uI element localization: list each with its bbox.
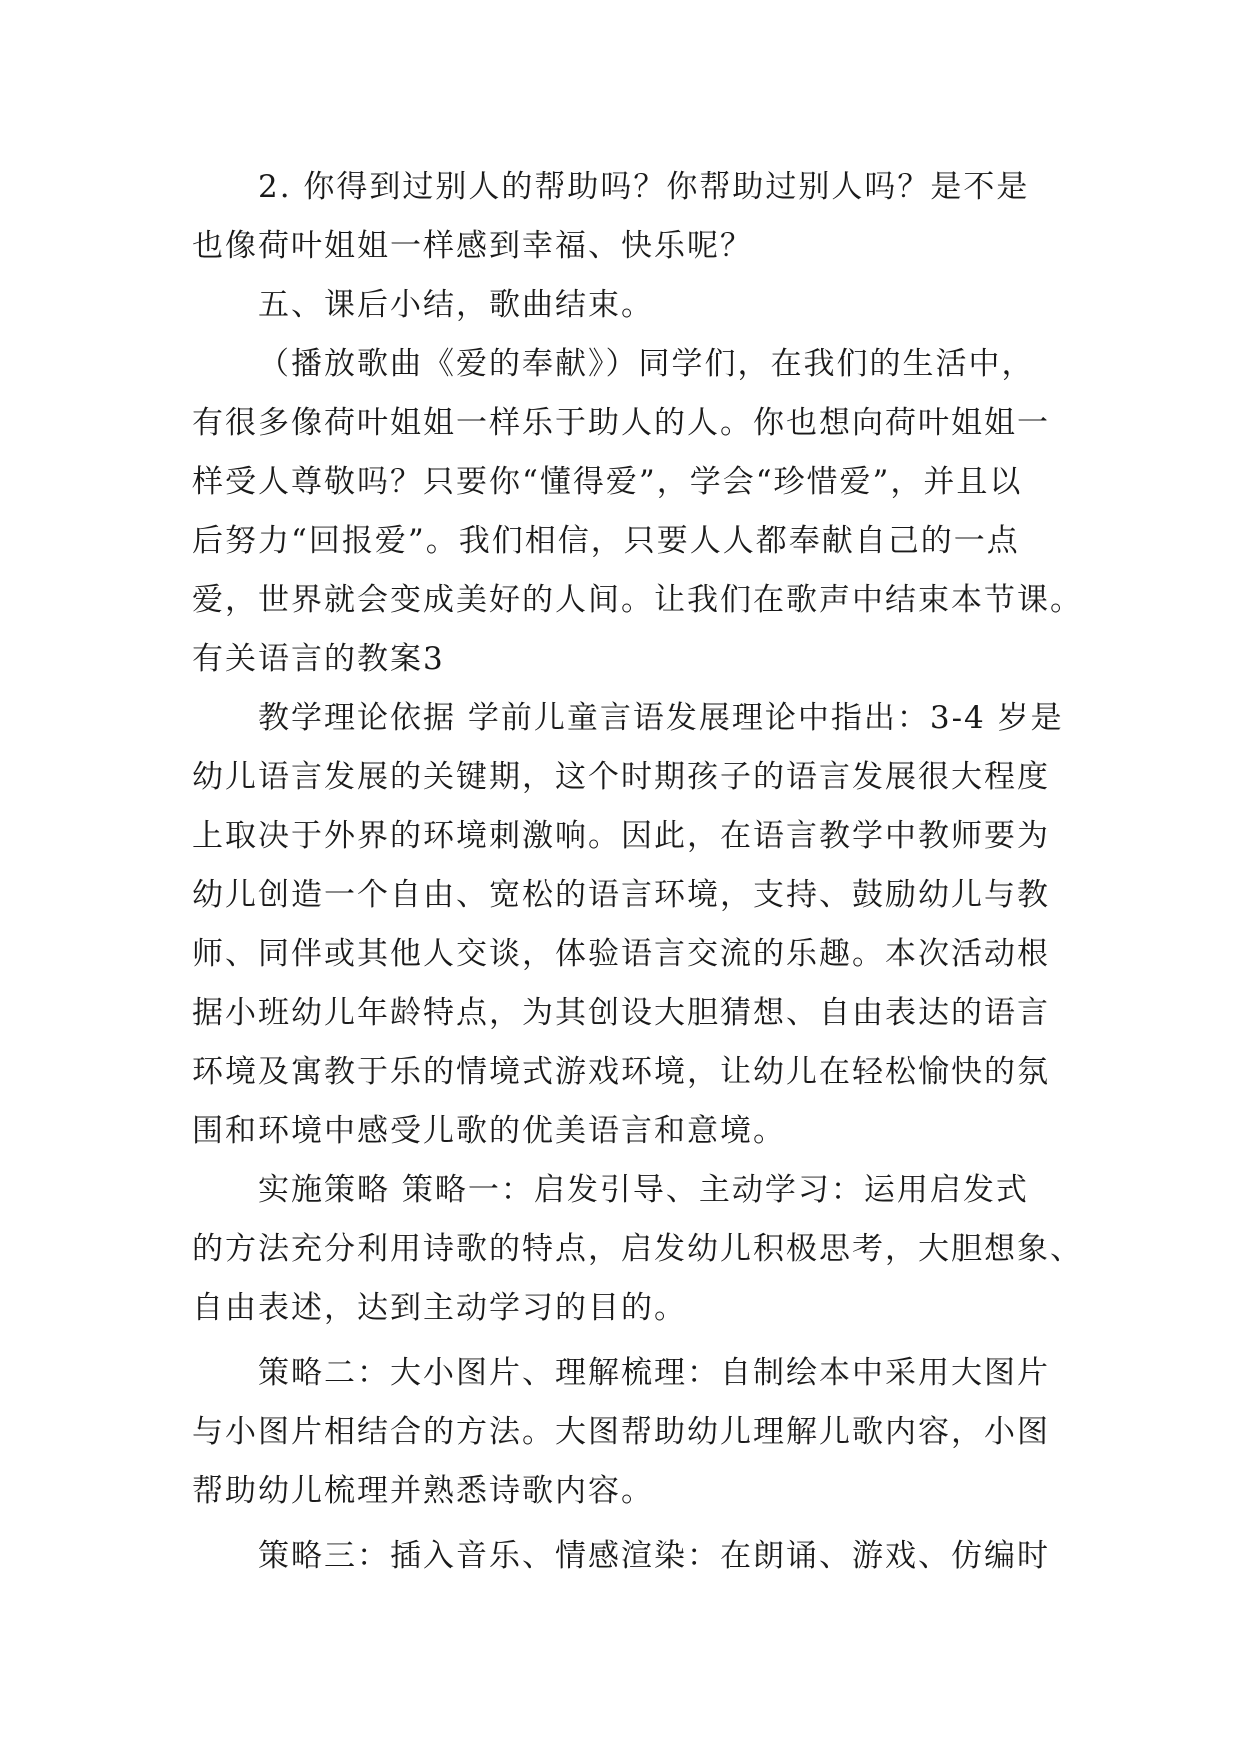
paragraph-line: 实施策略 策略一：启发引导、主动学习：运用启发式 [258,1172,1029,1208]
paragraph-line: 环境及寓教于乐的情境式游戏环境，让幼儿在轻松愉快的氛 [192,1054,1050,1090]
paragraph-line: 策略二：大小图片、理解梳理：自制绘本中采用大图片 [258,1355,1050,1391]
document-title: 有关语言的教案3 [192,641,445,677]
paragraph-line: 上取决于外界的环境刺激响。因此，在语言教学中教师要为 [192,818,1050,854]
paragraph-line: 爱，世界就会变成美好的人间。让我们在歌声中结束本节课。 [192,582,1083,618]
document-body [192,158,1083,1586]
paragraph-line: 与小图片相结合的方法。大图帮助幼儿理解儿歌内容，小图 [192,1414,1050,1450]
paragraph-line: 幼儿语言发展的关键期，这个时期孩子的语言发展很大程度 [192,759,1050,795]
paragraph-line: 教学理论依据 学前儿童言语发展理论中指出：3-4 岁是 [258,700,1064,736]
paragraph-line: 幼儿创造一个自由、宽松的语言环境，支持、鼓励幼儿与教 [192,877,1050,913]
paragraph-line: 的方法充分利用诗歌的特点，启发幼儿积极思考，大胆想象、 [192,1231,1083,1267]
paragraph-line: 策略三：插入音乐、情感渲染：在朗诵、游戏、仿编时 [258,1538,1050,1574]
paragraph-line: 也像荷叶姐姐一样感到幸福、快乐呢？ [192,228,753,264]
paragraph-line: 据小班幼儿年龄特点，为其创设大胆猜想、自由表达的语言 [192,995,1050,1031]
paragraph-line: 围和环境中感受儿歌的优美语言和意境。 [192,1113,786,1149]
paragraph-line: 后努力“回报爱”。我们相信，只要人人都奉献自己的一点 [192,523,1020,559]
paragraph-line: 师、同伴或其他人交谈，体验语言交流的乐趣。本次活动根 [192,936,1050,972]
paragraph-line: 帮助幼儿梳理并熟悉诗歌内容。 [192,1473,654,1509]
paragraph-line: 样受人尊敬吗？只要你“懂得爱”，学会“珍惜爱”，并且以 [192,464,1023,500]
paragraph-line: 2. 你得到过别人的帮助吗？你帮助过别人吗？是不是 [258,169,1030,205]
paragraph-line: 自由表述，达到主动学习的目的。 [192,1290,687,1326]
paragraph-line: 有很多像荷叶姐姐一样乐于助人的人。你也想向荷叶姐姐一 [192,405,1050,441]
section-heading: 五、课后小结，歌曲结束。 [258,287,654,323]
paragraph-line: （播放歌曲《爱的奉献》）同学们，在我们的生活中， [258,346,1035,382]
